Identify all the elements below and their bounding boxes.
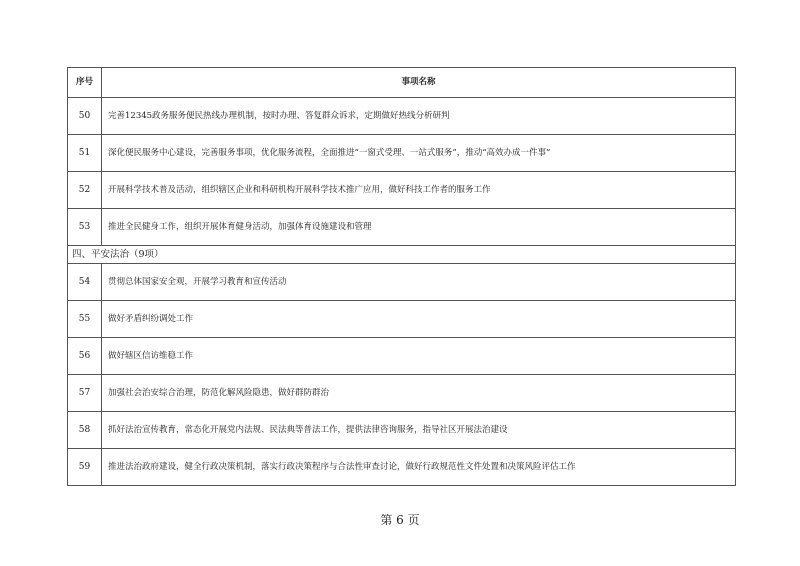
row-number: 59 [68,449,102,486]
row-number: 51 [68,135,102,172]
row-text: 做好辖区信访维稳工作 [102,338,736,375]
row-text: 推进全民健身工作，组织开展体育健身活动，加强体育设施建设和管理 [102,209,736,246]
row-number: 53 [68,209,102,246]
items-table [67,67,736,486]
header-item-name: 事项名称 [102,68,736,98]
items-table-container [67,67,735,486]
row-number: 50 [68,98,102,135]
row-number: 54 [68,264,102,301]
row-text: 贯彻总体国家安全观，开展学习教育和宣传活动 [102,264,736,301]
section-header-row [68,246,736,264]
table-row [68,375,736,412]
row-text: 深化便民服务中心建设，完善服务事项，优化服务流程，全面推进“一窗式受理、一站式服务”，推动“高效办成一件事” [102,135,736,172]
table-row [68,264,736,301]
header-number: 序号 [68,68,102,98]
table-header-row [68,68,736,98]
row-number: 56 [68,338,102,375]
row-text: 做好矛盾纠纷调处工作 [102,301,736,338]
row-text: 完善12345政务服务便民热线办理机制，按时办理、答复群众诉求，定期做好热线分析研判 [102,98,736,135]
row-number: 58 [68,412,102,449]
row-number: 57 [68,375,102,412]
table-row [68,209,736,246]
table-row [68,172,736,209]
table-row [68,338,736,375]
row-text: 加强社会治安综合治理，防范化解风险隐患，做好群防群治 [102,375,736,412]
table-row [68,301,736,338]
table-row [68,449,736,486]
row-text: 抓好法治宣传教育，常态化开展党内法规、民法典等普法工作，提供法律咨询服务，指导社区开展法治建设 [102,412,736,449]
row-text: 开展科学技术普及活动，组织辖区企业和科研机构开展科学技术推广应用，做好科技工作者的服务工作 [102,172,736,209]
row-number: 52 [68,172,102,209]
page-number: 第 6 页 [380,513,420,527]
section-title: 四、平安法治（9项） [68,246,736,264]
table-row [68,135,736,172]
table-row [68,98,736,135]
row-number: 55 [68,301,102,338]
row-text: 推进法治政府建设，健全行政决策机制，落实行政决策程序与合法性审查讨论，做好行政规范性文件处置和决策风险评估工作 [102,449,736,486]
table-row [68,412,736,449]
